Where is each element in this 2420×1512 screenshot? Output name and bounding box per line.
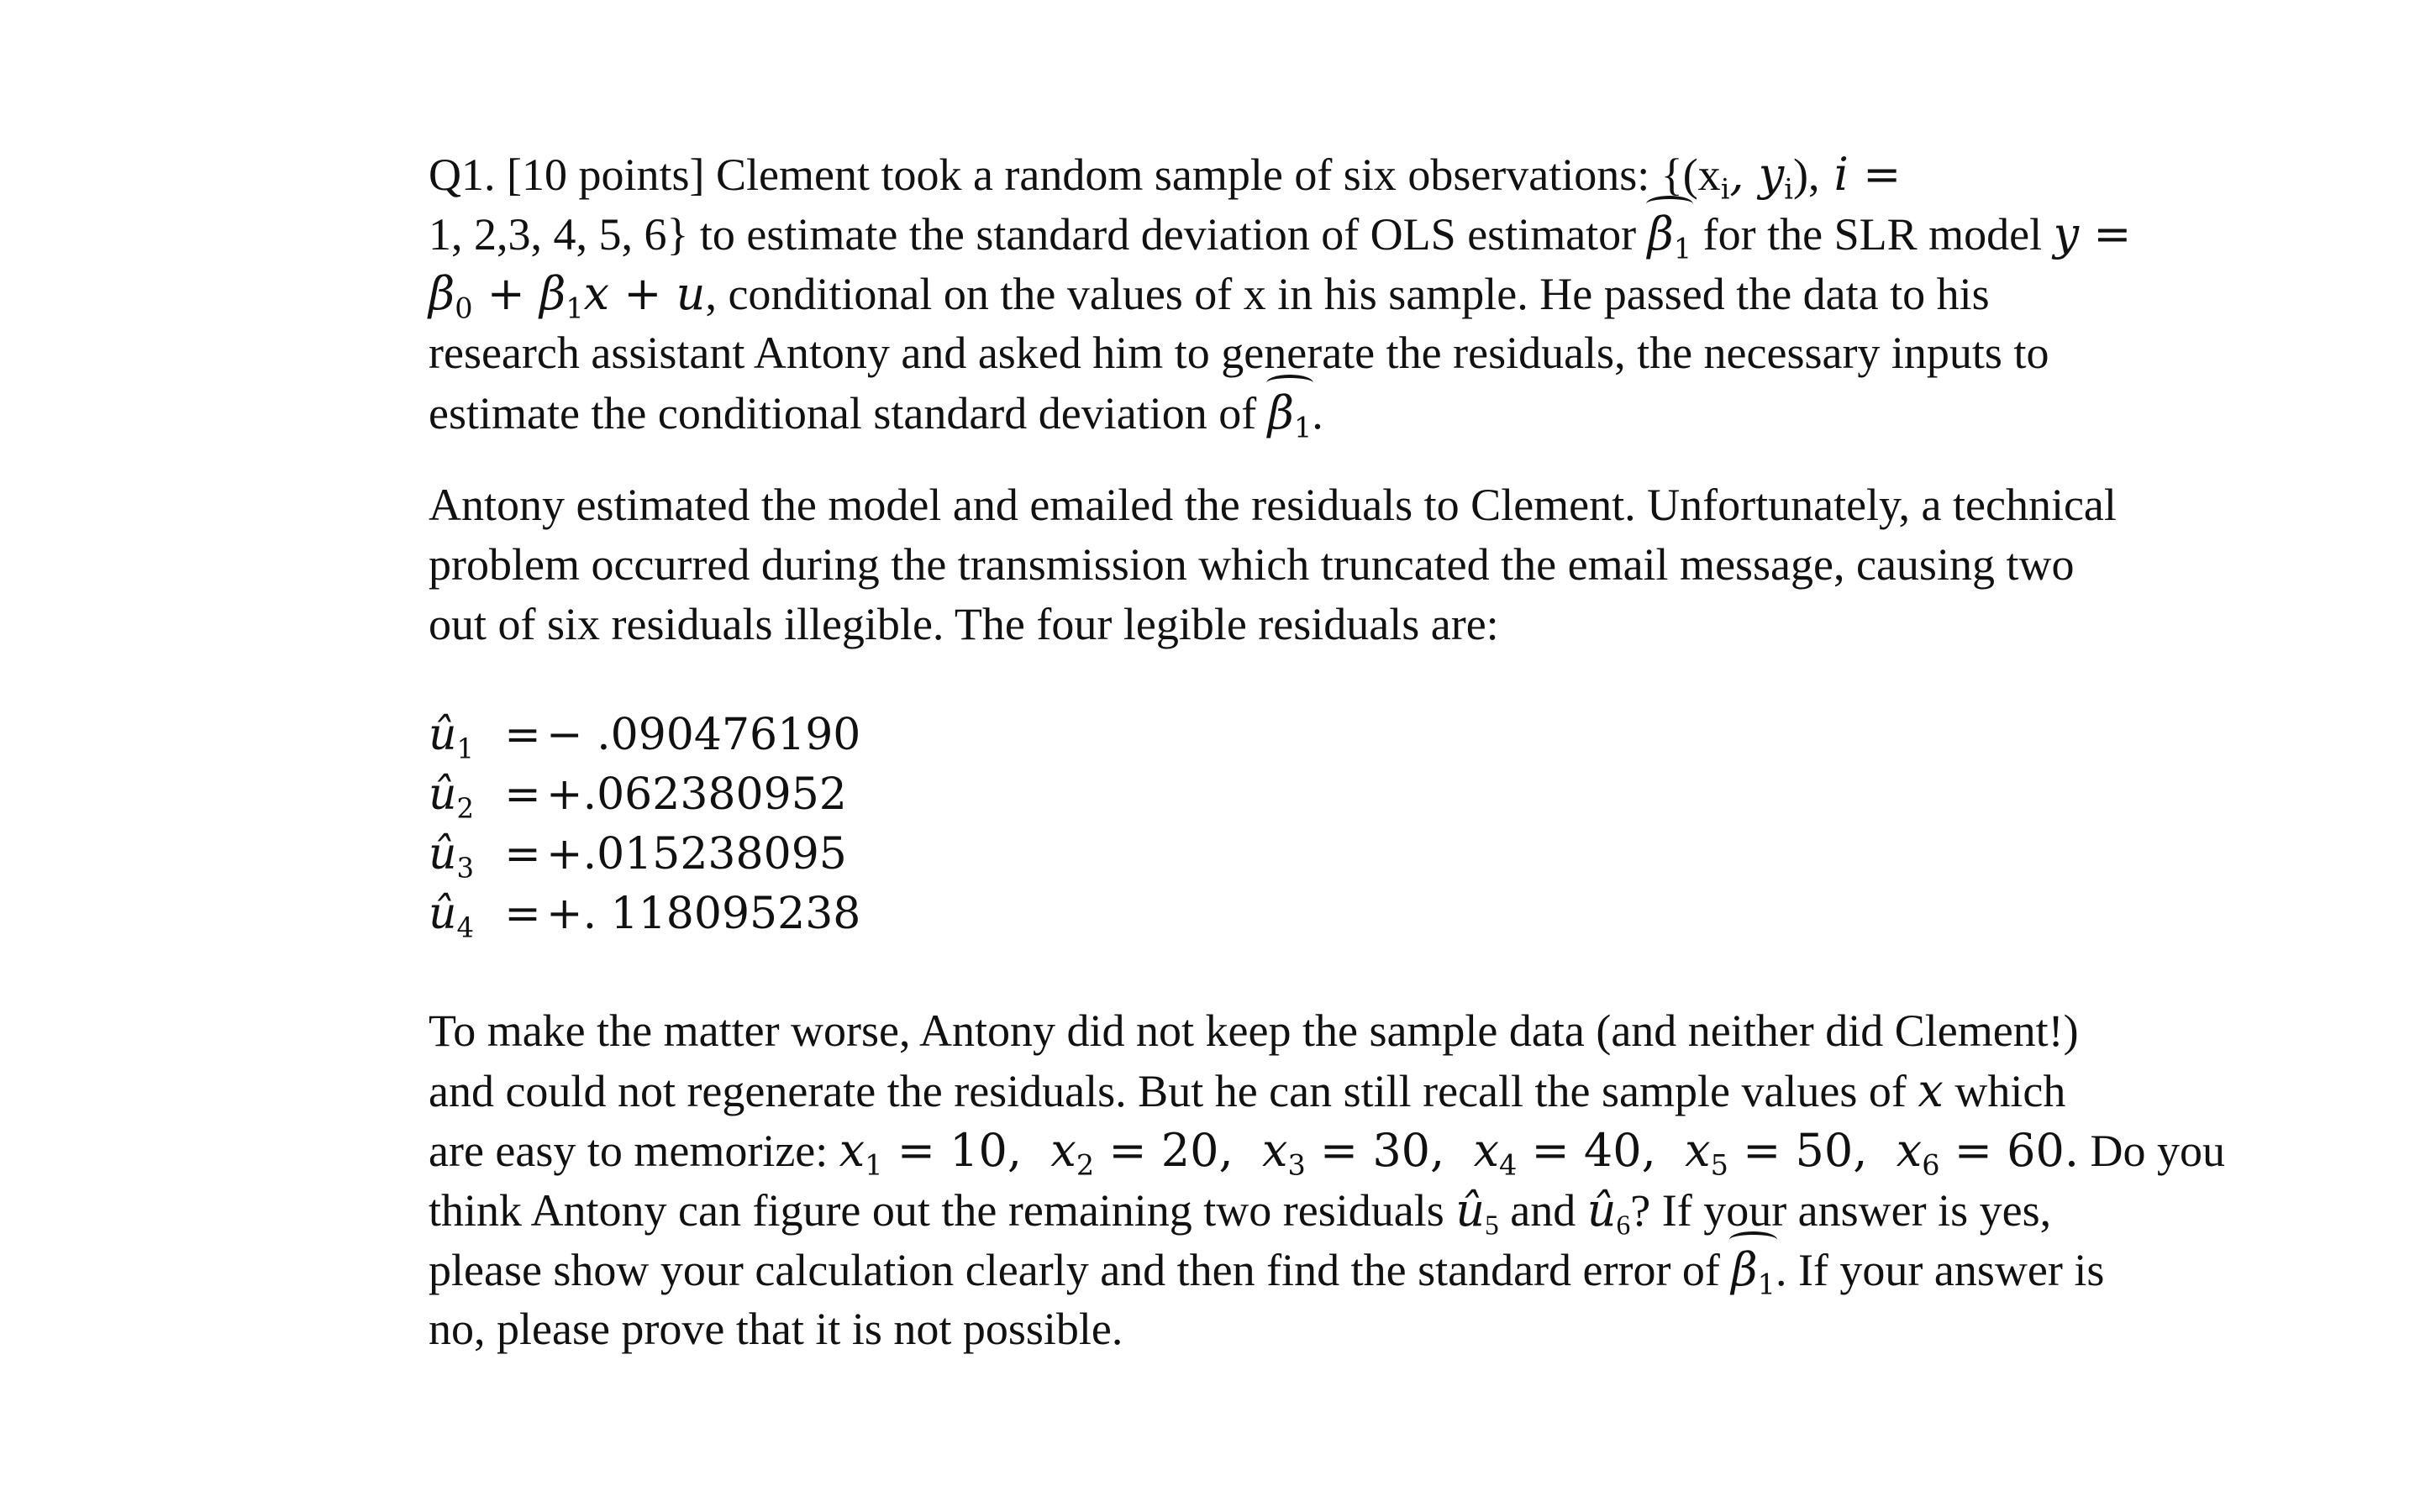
p1-text-e: estimate the conditional standard deviation of <box>429 388 1268 438</box>
sub-i-2: i <box>1784 172 1793 206</box>
p3-line-6: no, please prove that it is not possible. <box>429 1304 1123 1354</box>
p1-line-5 <box>429 383 2132 443</box>
residual-2: $û_2 = +.062380952$ <box>429 769 847 825</box>
i-equals: i = <box>1819 148 1902 201</box>
residual-4: $û_4$ = +. 118095238 <box>429 889 861 944</box>
beta1-hat-2: $\beta_1$ <box>1268 383 1313 443</box>
p3-line-4: think Antony can figure out the remaining two residuals $û_5$ and $û_6$? If your answer is yes, <box>429 1184 2052 1242</box>
p1-text-b: 1, 2,3, 4, 5, 6} to estimate the standard deviation of OLS estimator <box>429 209 1648 260</box>
p2-line-3: out of six residuals illegible. The four legible residuals are: <box>429 599 1499 649</box>
paragraph-3 <box>429 1001 2225 1359</box>
residual-1: $û_1$ = − .090476190 <box>429 710 861 765</box>
model-eq: $\beta_0 + \beta_1x + u$ <box>429 267 706 325</box>
p3-line-3: are easy to memorize: $x_1 = 10$, $x_2 = 20$, $x_3 = 30$, $x_4 = 40$, $x_5 = 50$, $x_6 = 60$. Do you <box>429 1124 2225 1182</box>
y-model: y <box>2053 207 2080 260</box>
p3-line-2: and could not regenerate the residuals. But he can still recall the sample values of x which <box>429 1064 2066 1117</box>
slr-text: for the SLR model <box>1691 209 2054 260</box>
p1-line-1: Q1. [10 points] Clement took a random sample of six observations: {($x_i$, $y_i$), i = <box>429 148 1902 206</box>
y-var: y <box>1758 148 1785 201</box>
p3-line-1: To make the matter worse, Antony did not keep the sample data (and neither did Clement!) <box>429 1005 2079 1056</box>
paragraph-2 <box>429 475 2117 654</box>
residual-3: $û_3 = +.015238095$ <box>429 829 847 885</box>
comma-paren: ), <box>1792 150 1820 200</box>
paragraph-1 <box>429 144 2132 443</box>
comma: , <box>705 269 729 319</box>
x-values: $x_1 = 10$, $x_2 = 20$, $x_3 = 30$, $x_4 = 40$, $x_5 = 50$, $x_6 = 60$. <box>839 1124 2079 1182</box>
p1-text-a: Q1. [10 points] Clement took a random sample of six observations: {(x <box>429 150 1721 200</box>
p1-text-d: research assistant Antony and asked him to generate the residuals, the necessary inputs to <box>429 328 2049 378</box>
p3-line-5: please show your calculation clearly and then find the standard error of $\beta_1$. If your answer is <box>429 1240 2225 1299</box>
p1-text-c: conditional on the values of x in his sample. He passed the data to his <box>728 269 1990 319</box>
beta1-hat: $\beta_1$ <box>1648 204 1692 264</box>
sub-i: i <box>1720 172 1730 206</box>
p2-line-2: problem occurred during the transmission which truncated the email message, causing two <box>429 539 2075 590</box>
p2-line-1: Antony estimated the model and emailed the residuals to Clement. Unfortunately, a technical <box>429 480 2117 530</box>
beta1-hat-3: $\beta_1$ <box>1731 1240 1776 1299</box>
p1-line-2 <box>429 204 2132 264</box>
p1-line-3 <box>429 264 2132 323</box>
p1-line-4 <box>429 323 2132 383</box>
residuals-list <box>429 706 860 944</box>
period: . <box>1312 388 1323 438</box>
equals-sign: = <box>2079 207 2132 260</box>
